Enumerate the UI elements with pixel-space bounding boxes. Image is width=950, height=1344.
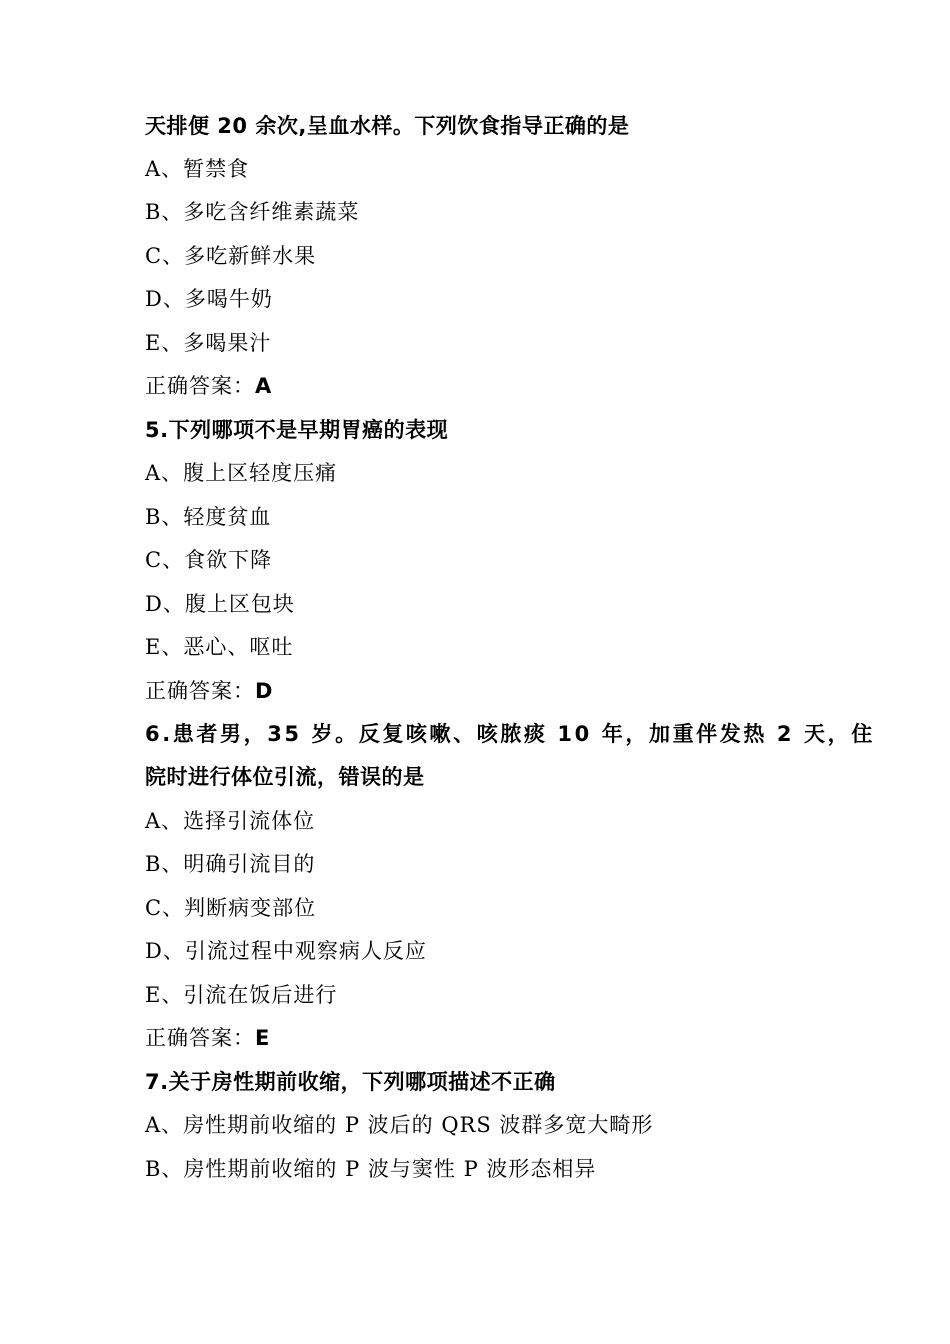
- q6-option-b: B、明确引流目的: [145, 852, 316, 876]
- q6-answer: [145, 1023, 270, 1053]
- q4-option-a: A、暂禁食: [145, 157, 250, 181]
- q6-option-a: A、选择引流体位: [145, 809, 316, 833]
- q6-option-c: C、判断病变部位: [145, 896, 317, 920]
- question-7-stem: 7.关于房性期前收缩，下列哪项描述不正确: [145, 1070, 556, 1094]
- answer-letter: D: [255, 679, 274, 703]
- answer-letter: E: [255, 1026, 271, 1050]
- q5-option-e: E、恶心、呕吐: [145, 635, 294, 659]
- answer-letter: A: [255, 374, 273, 398]
- q5-answer: [145, 676, 273, 706]
- q5-option-b: B、轻度贫血: [145, 505, 272, 529]
- q4-option-b: B、多吃含纤维素蔬菜: [145, 200, 360, 224]
- question-6-stem-line-1: 6.患者男，35 岁。反复咳嗽、咳脓痰 10 年，加重伴发热 2 天，住: [145, 722, 875, 746]
- q4-option-d: D、多喝牛奶: [145, 287, 273, 311]
- q4-option-e: E、多喝果汁: [145, 331, 272, 355]
- q5-option-d: D、腹上区包块: [145, 592, 295, 616]
- q6-option-d: D、引流过程中观察病人反应: [145, 939, 427, 963]
- answer-label: 正确答案：: [145, 1026, 255, 1050]
- q7-option-a: A、房性期前收缩的 P 波后的 QRS 波群多宽大畸形: [145, 1113, 654, 1137]
- question-6-stem-line-2: 院时进行体位引流，错误的是: [145, 765, 425, 789]
- question-5-stem: 5.下列哪项不是早期胃癌的表现: [145, 418, 449, 442]
- answer-label: 正确答案：: [145, 374, 255, 398]
- question-4-stem-tail: 天排便 20 余次,呈血水样。下列饮食指导正确的是: [145, 114, 630, 138]
- answer-label: 正确答案：: [145, 679, 255, 703]
- q5-option-c: C、食欲下降: [145, 548, 273, 572]
- q4-answer: [145, 371, 272, 401]
- q7-option-b: B、房性期前收缩的 P 波与窦性 P 波形态相异: [145, 1157, 597, 1181]
- q4-option-c: C、多吃新鲜水果: [145, 244, 317, 268]
- q5-option-a: A、腹上区轻度压痛: [145, 461, 338, 485]
- q6-option-e: E、引流在饭后进行: [145, 983, 338, 1007]
